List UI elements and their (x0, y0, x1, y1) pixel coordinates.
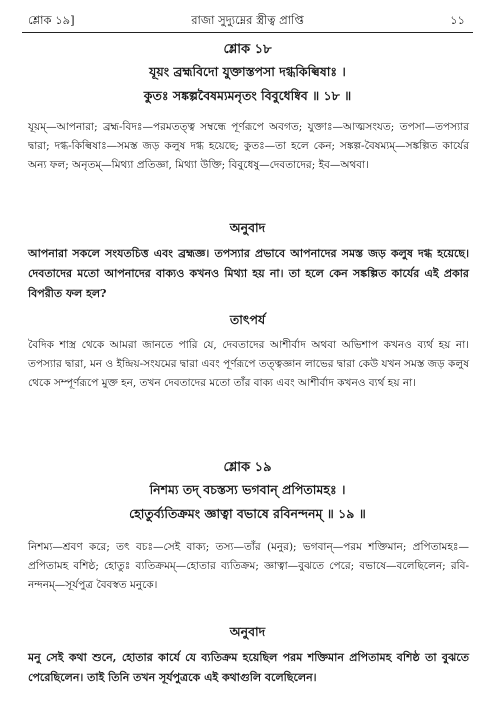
translation-text: মনু সেই কথা শুনে, হোতার কার্যে যে ব্যতিক্রম হয়েছিল পরম শক্তিমান প্রপিতামহ বশিষ্ঠ তা বুঝতে পেরেছিলেন। তাই তিনি তখন সূর্যপুত্রকে এই কথাগুলি বলেছিলেন। (28, 651, 469, 684)
header-rule (22, 32, 473, 33)
verse-18-line-1: যূয়ং ব্রহ্মবিদো যুক্তাস্তপসা দগ্ধকিল্বিষাঃ । (149, 64, 346, 79)
header-chapter-title: রাজা সুদ্যুম্নের স্ত্রীত্ব প্রাপ্তি (191, 13, 304, 27)
verse-19-line-1: নিশম্য তদ্‌ বচস্তস্য ভগবান্‌ প্রপিতামহঃ । (149, 482, 346, 497)
running-header (22, 8, 473, 30)
verse-18-purport-title: তাৎপর্য (229, 312, 266, 327)
verse-18-line-2: কুতঃ সঙ্কল্পবৈষম্যমনৃতং বিবুধেষ্বিব ॥ ১৮ ॥ (143, 88, 352, 103)
verse-19-line-2: হোতুর্ব্যতিক্রমং জ্ঞাত্বা বভাষে রবিনন্দনম্‌ ॥ ১৯ ॥ (129, 506, 366, 521)
synonyms-text: নিশম্য—শ্রবণ করে; তৎ বচঃ—সেই বাক্য; তস্য—তাঁর (মনুর); ভগবান্‌—পরম শক্তিমান; প্রপিতামহঃ—প্রপিতামহ বশিষ্ঠ; হোতুঃ ব্যতিক্রমম্‌—হোতার ব্যতিক্রম; জ্ঞাত্বা—বুঝতে পেরে; বভাষে—বলেছিলেন; রবি-নন্দনম্‌—সূর্যপুত্র বৈবস্বত মনুকে। (28, 541, 469, 591)
verse-19-heading: শ্লোক ১৯ (223, 460, 272, 475)
header-page-number: ১১ (450, 13, 465, 27)
verse-19-synonyms (28, 538, 469, 620)
header-verse-ref: শ্লোক ১৯] (28, 13, 75, 27)
verse-18-translation-title: অনুবাদ (229, 220, 266, 235)
verse-18-purport (28, 336, 469, 436)
synonyms-text: যূয়ম্‌—আপনারা; ব্রহ্ম-বিদঃ—পরমতত্ত্ব সম্বন্ধে পূর্ণরূপে অবগত; যুক্তাঃ—আত্মসংযত; তপসা—তপস্যার দ্বারা; দগ্ধ-কিল্বিষাঃ—সমস্ত জড় কলুষ দগ্ধ হয়েছে; কুতঃ—তা হলে কেন; সঙ্কল্প-বৈষম্যম্‌—সঙ্কল্পিত কার্যের অন্য ফল; অনৃতম্‌—মিথ্যা প্রতিজ্ঞা, মিথ্যা উক্তি; বিবুধেষু—দেবতাদের; ইব—অথবা। (28, 121, 469, 171)
verse-19-translation (28, 648, 469, 718)
verse-18-synonyms (28, 118, 469, 218)
verse-19-translation-title: অনুবাদ (229, 624, 266, 639)
verse-18-heading: শ্লোক ১৮ (223, 42, 272, 57)
verse-18-translation (28, 244, 469, 308)
purport-text: বৈদিক শাস্ত্র থেকে আমরা জানতে পারি যে, দেবতাদের আশীর্বাদ অথবা অভিশাপ কখনও ব্যর্থ হয় না। তপস্যার দ্বারা, মন ও ইন্দ্রিয়-সংযমের দ্বারা এবং পূর্ণরূপে তত্ত্বজ্ঞান লাভের দ্বারা কেউ যখন সমস্ত জড় কলুষ থেকে সম্পূর্ণরূপে মুক্ত হন, তখন দেবতাদের মতো তাঁর বাক্য এবং আশীর্বাদ কখনও ব্যর্থ হয় না। (28, 339, 469, 389)
translation-text: আপনারা সকলে সংযতচিত্ত এবং ব্রহ্মজ্ঞ। তপস্যার প্রভাবে আপনাদের সমস্ত জড় কলুষ দগ্ধ হয়েছে। দেবতাদের মতো আপনাদের বাক্যও কখনও মিথ্যা হয় না। তা হলে কেন সঙ্কল্পিত কার্যের এই প্রকার বিপরীত ফল হল? (28, 247, 469, 300)
